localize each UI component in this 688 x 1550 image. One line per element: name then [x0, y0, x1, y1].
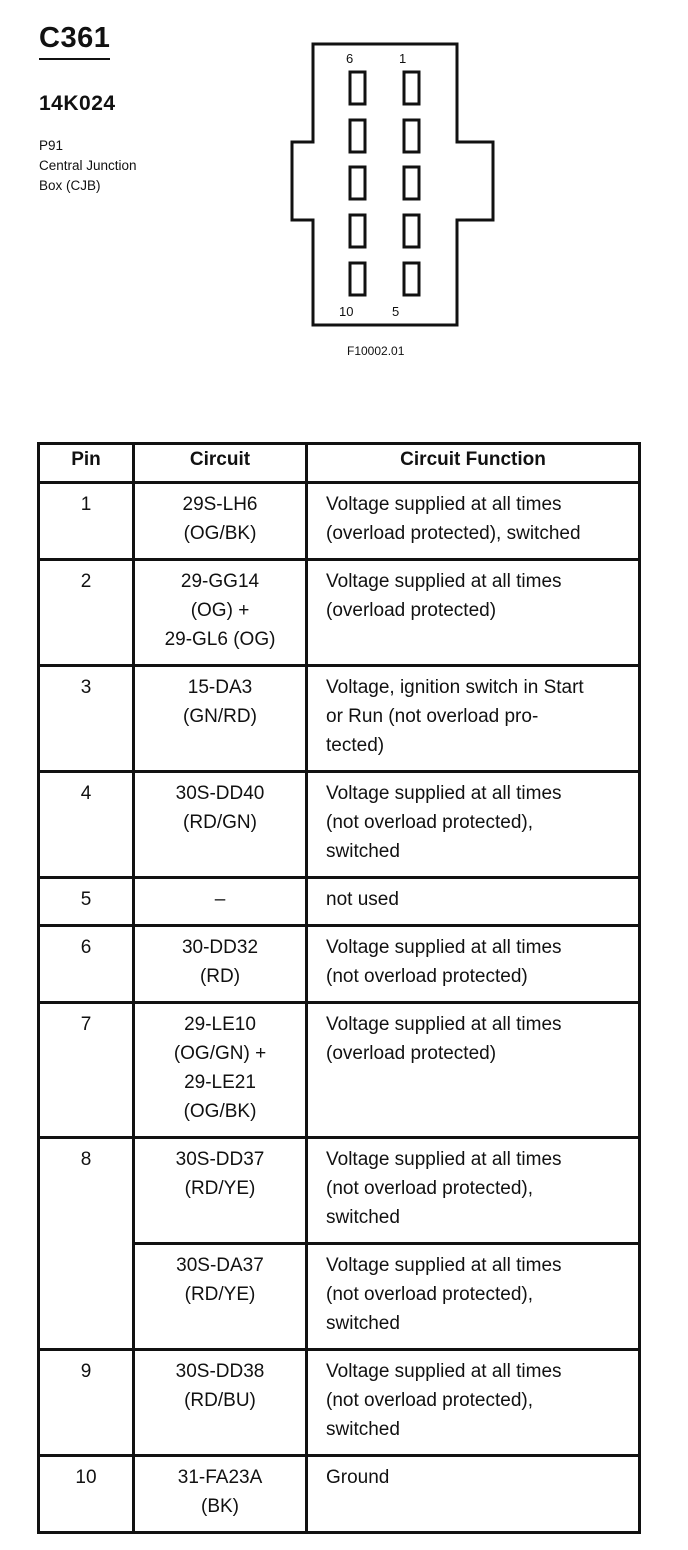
- circuit-line: (RD/YE): [184, 1284, 256, 1305]
- table-row: [39, 878, 640, 926]
- function-line: (not overload protected),: [326, 812, 534, 833]
- header-circuit-function: Circuit Function: [307, 444, 640, 483]
- circuit-line: 29-GG14: [180, 571, 260, 592]
- circuit-function: [307, 1456, 640, 1533]
- cavity-pin-9: [350, 215, 365, 247]
- part-number: 14K024: [39, 92, 116, 115]
- pin-number: 6: [39, 926, 134, 1003]
- function-line: (overload protected): [326, 1043, 497, 1064]
- table-row: [39, 772, 640, 878]
- table-row: [39, 483, 640, 560]
- pin-number: 7: [39, 1003, 134, 1138]
- cavity-pin-8: [350, 167, 365, 199]
- location-line: Central Junction: [39, 158, 137, 173]
- circuit-function: [307, 483, 640, 560]
- function-line: switched: [326, 1207, 400, 1228]
- function-line: Voltage supplied at all times: [326, 571, 562, 592]
- circuit-function: [307, 926, 640, 1003]
- circuit-line: (RD/GN): [183, 812, 257, 833]
- circuit-line: 29-LE10: [184, 1014, 256, 1035]
- pin-number: 9: [39, 1350, 134, 1456]
- circuit-line: (OG/GN) +: [173, 1043, 267, 1064]
- function-line: (overload protected): [326, 600, 497, 621]
- circuit-code: [134, 1350, 307, 1456]
- circuit-code: [134, 1456, 307, 1533]
- circuit-line: 29-LE21: [184, 1072, 256, 1093]
- function-line: Ground: [326, 1467, 390, 1488]
- pin-number: 3: [39, 666, 134, 772]
- pin-label-1: 1: [399, 51, 407, 66]
- pin-number: 10: [39, 1456, 134, 1533]
- circuit-code: [134, 560, 307, 666]
- pin-label-6: 6: [346, 51, 354, 66]
- function-line: tected): [326, 735, 385, 756]
- circuit-code: [134, 1138, 307, 1244]
- header-pin: Pin: [39, 444, 134, 483]
- circuit-code: [134, 772, 307, 878]
- connector-location: [39, 136, 137, 196]
- pin-number: 1: [39, 483, 134, 560]
- circuit-function: [307, 1003, 640, 1138]
- terminal-cavities: [350, 72, 419, 295]
- connector-housing: [292, 44, 493, 325]
- function-line: or Run (not overload pro-: [326, 706, 539, 727]
- circuit-code: [134, 1003, 307, 1138]
- location-line: P91: [39, 138, 64, 153]
- circuit-line: 30S-DD40: [175, 783, 265, 804]
- table-row: [39, 666, 640, 772]
- function-line: (not overload protected): [326, 966, 528, 987]
- circuit-function: [307, 878, 640, 926]
- function-line: Voltage, ignition switch in Start: [326, 677, 584, 698]
- cavity-pin-10: [350, 263, 365, 295]
- circuit-code: [134, 1244, 307, 1350]
- cavity-pin-3: [404, 167, 419, 199]
- circuit-code: [134, 878, 307, 926]
- pin-number: 4: [39, 772, 134, 878]
- function-line: Voltage supplied at all times: [326, 494, 562, 515]
- function-line: Voltage supplied at all times: [326, 1255, 562, 1276]
- function-line: Voltage supplied at all times: [326, 937, 562, 958]
- header-circuit: Circuit: [134, 444, 307, 483]
- function-line: not used: [326, 889, 399, 910]
- function-line: Voltage supplied at all times: [326, 1149, 562, 1170]
- cavity-pin-1: [404, 72, 419, 104]
- circuit-line: –: [214, 889, 226, 910]
- table-row: [39, 560, 640, 666]
- circuit-line: 31-FA23A: [177, 1467, 263, 1488]
- figure-id: F10002.01: [347, 344, 405, 358]
- function-line: switched: [326, 1313, 400, 1334]
- circuit-function: [307, 666, 640, 772]
- circuit-line: 29-GL6 (OG): [164, 629, 276, 650]
- circuit-line: (RD): [199, 966, 241, 987]
- function-line: switched: [326, 1419, 400, 1440]
- function-line: Voltage supplied at all times: [326, 1014, 562, 1035]
- circuit-code: [134, 926, 307, 1003]
- circuit-line: 15-DA3: [187, 677, 253, 698]
- circuit-line: 29S-LH6: [182, 494, 258, 515]
- circuit-line: 30S-DA37: [176, 1255, 264, 1276]
- circuit-line: 30S-DD37: [175, 1149, 265, 1170]
- circuit-line: 30S-DD38: [175, 1361, 265, 1382]
- pin-circuit-table: [37, 442, 641, 1534]
- cavity-pin-5: [404, 263, 419, 295]
- table-row: [39, 1138, 640, 1244]
- table-row: [39, 1350, 640, 1456]
- function-line: Voltage supplied at all times: [326, 1361, 562, 1382]
- connector-id: C361: [39, 22, 110, 60]
- table-row: [39, 926, 640, 1003]
- circuit-line: (OG/BK): [183, 1101, 257, 1122]
- cavity-pin-4: [404, 215, 419, 247]
- cavity-pin-6: [350, 72, 365, 104]
- function-line: (not overload protected),: [326, 1284, 534, 1305]
- circuit-line: (GN/RD): [183, 706, 257, 727]
- function-line: switched: [326, 841, 400, 862]
- location-line: Box (CJB): [39, 178, 101, 193]
- cavity-pin-2: [404, 120, 419, 152]
- circuit-line: (RD/BU): [184, 1390, 256, 1411]
- table-row: [39, 1456, 640, 1533]
- pin-number: 2: [39, 560, 134, 666]
- circuit-function: [307, 1350, 640, 1456]
- table-row: [39, 1003, 640, 1138]
- pin-number: 8: [39, 1138, 134, 1350]
- circuit-code: [134, 483, 307, 560]
- circuit-code: [134, 666, 307, 772]
- function-line: Voltage supplied at all times: [326, 783, 562, 804]
- connector-face-diagram: [287, 42, 499, 334]
- function-line: (overload protected), switched: [326, 523, 581, 544]
- circuit-function: [307, 1244, 640, 1350]
- circuit-function: [307, 772, 640, 878]
- circuit-line: (RD/YE): [184, 1178, 256, 1199]
- function-line: (not overload protected),: [326, 1178, 534, 1199]
- function-line: (not overload protected),: [326, 1390, 534, 1411]
- pin-number: 5: [39, 878, 134, 926]
- table-header-row: [39, 444, 640, 483]
- circuit-line: 30-DD32: [181, 937, 259, 958]
- circuit-function: [307, 1138, 640, 1244]
- circuit-line: (OG) +: [190, 600, 250, 621]
- circuit-line: (OG/BK): [183, 523, 257, 544]
- circuit-line: (BK): [201, 1496, 239, 1517]
- pin-label-10: 10: [339, 304, 354, 319]
- cavity-pin-7: [350, 120, 365, 152]
- pin-label-5: 5: [392, 304, 400, 319]
- circuit-function: [307, 560, 640, 666]
